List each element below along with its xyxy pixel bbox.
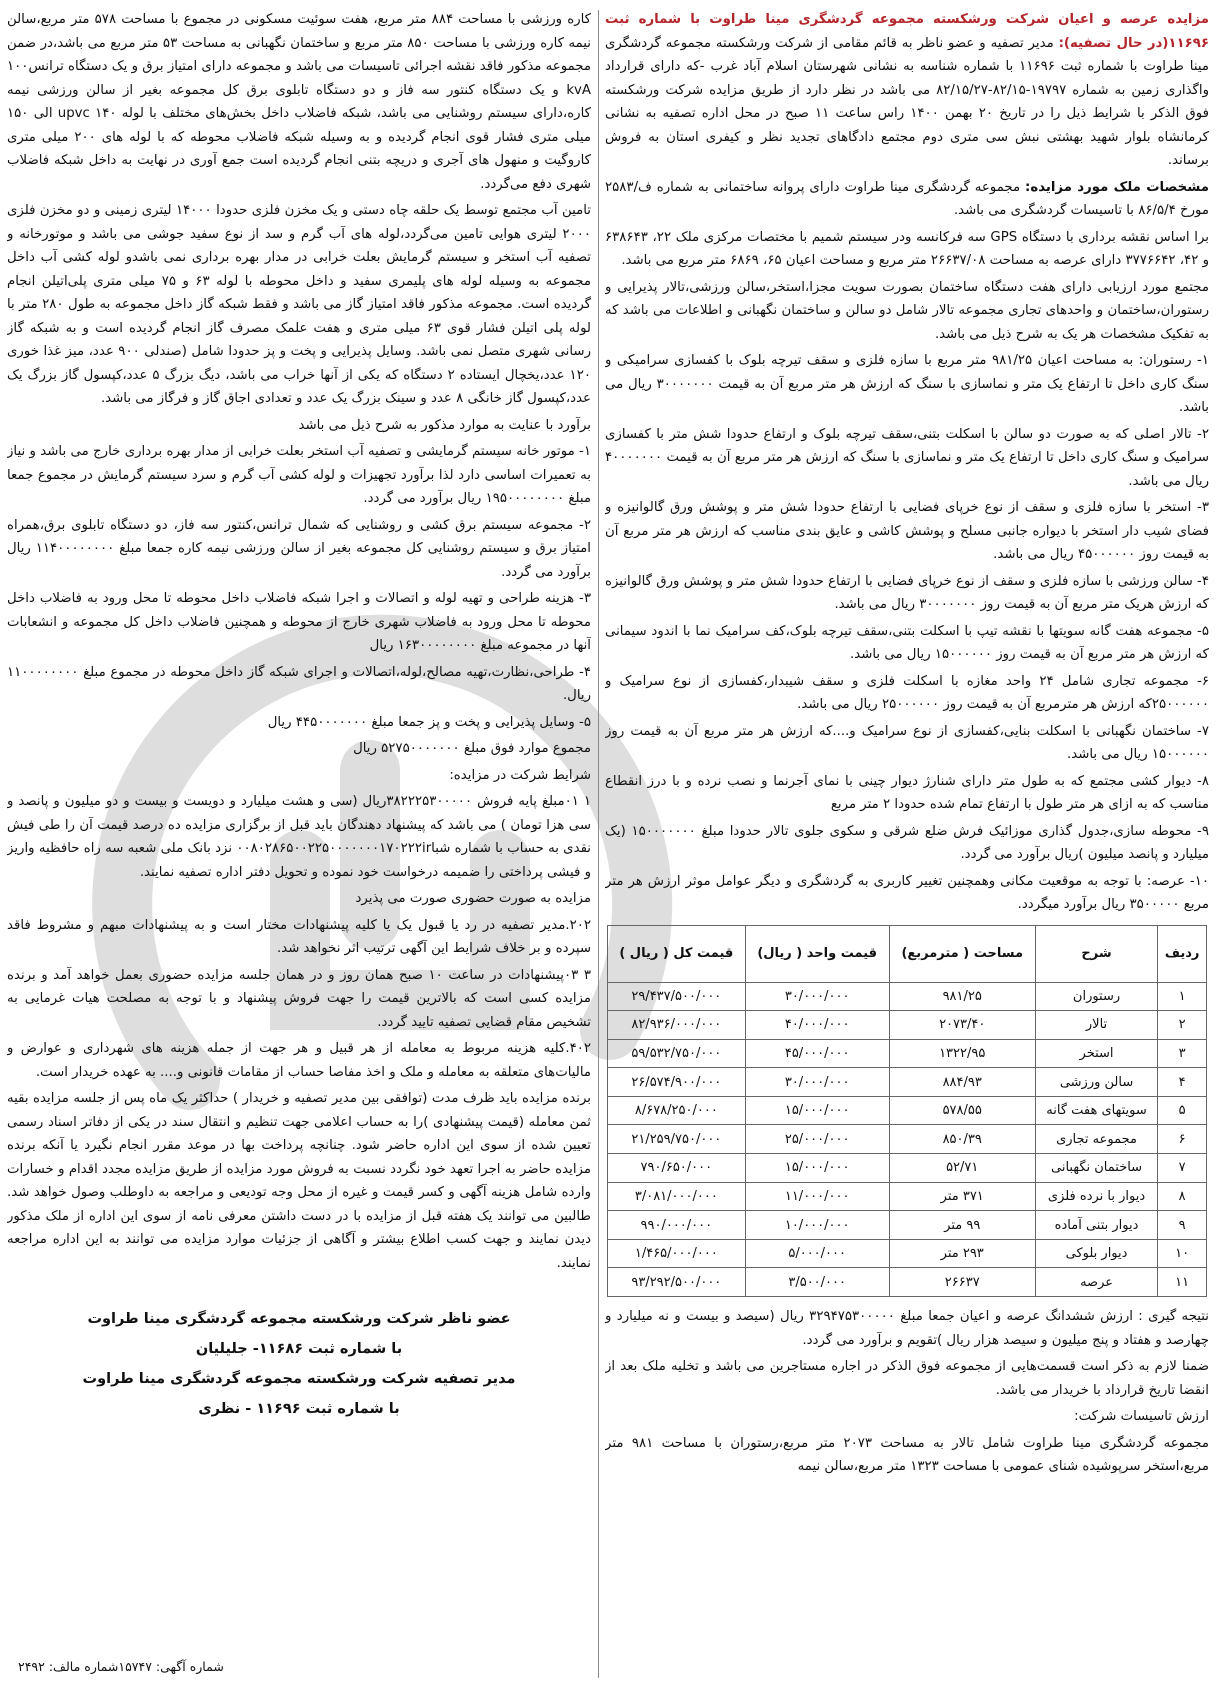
column-divider [598,10,599,1678]
item-paragraph: ۷- ساختمان نگهبانی با اسکلت بنایی،کفسازی از نوع سرامیک و....که ارزش هر متر مربع آن به قیمت روز ۱۵۰۰۰۰۰۰ ریال می باشد. [605,723,1209,762]
condition-item: ۴۰۲.کلیه هزینه مربوط به معامله از هر قبیل و هر جهت از جمله هزینه های شهرداری و عوارض و مالیات‌های متعلقه به معامله و ملک و اخذ مفاصا حساب از مقامات قانونی و.... به عهده خریدار است. [7,1041,591,1080]
estimate-item: ۱- موتور خانه سیستم گرمایشی و تصفیه آب استخر بعلت خرابی از مدار بهره برداری خارج می باشد و نیاز به تعمیرات اساسی دارد لذا برآورد تجهیزات و لوله کشی آب گرم و سرد سیستم گرمایش در مجموع جمعا مبلغ ۱۹۵۰۰۰۰۰۰۰۰ ریال برآورد می گردد. [7,444,591,506]
notice-title: مزایده عرصه و اعیان شرکت ورشکسته مجموعه گردشگری مینا طراوت با شماره ثبت ۱۱۶۹۶(در حال تصفیه): [605,12,1209,51]
intro-paragraph: مزایده عرصه و اعیان شرکت ورشکسته مجموعه گردشگری مینا طراوت با شماره ثبت ۱۱۶۹۶(در حال تصفیه): مدیر تصفیه و عضو ناظر به قائم مقامی از شرکت ورشکسته مجموعه گردشگری مینا طراوت با شماره ثبت ۱۱۶۹۶ با شماره شناسه به نشانی شهرستان اسلام آباد غرب -که دارای قرارداد واگذاری زمین به شماره ۱۹۷۹۷-۸۲/۱۵-۸۲/۱۵/۲۷ می باشد در نظر دارد از طریق مزایده شرکت ورشکسته فوق الذکر با شرایط ذیل را در تاریخ ۲۰ بهمن ۱۴۰۰ راس ساعت ۱۱ صبح در محل اداره تصفیه به نشانی کرمانشاه بلوار شهید بهشتی نبش سی متری دوم مجتمع دادگاهای تجدید نظر و کیفری استان به فروش برساند. [605,12,1209,168]
table-row: ۲ تالار ۲۰۷۳/۴۰ ۴۰/۰۰۰/۰۰۰ ۸۲/۹۳۶/۰۰۰/۰۰۰ [608,1011,1207,1040]
signature-line: با شماره ثبت ۱۱۶۹۶ - نظری [198,1401,400,1417]
conditions-heading: شرایط شرکت در مزایده: [449,767,591,783]
condition-item: برنده مزایده باید ظرف مدت (توافقی بین مدیر تصفیه و خریدار ) حداکثر یک ماه پس از جلسه مزایده بقیه ثمن معامله (قیمت پیشنهادی )را به حساب اعلامی جهت تنظیم و انتقال سند در یکی از دفاتر اسناد رسمی تعیین شده از سوی این اداره حاضر شود. چنانچه پرداخت بها در موعد مقرر انجام نگیرد یا آنکه برنده مزایده حاضر به اجرا تعهد خود نگردد نسبت به فروش مورد مزایده از طریق مزایده مجدد اقدام و خسارات وارده شامل هزینه آگهی و کسر قیمت و غیره از محل وجه تودیعی و مراجعه به داوطلب وصول خواهد شد. طالبین می توانند یک هفته قبل از مزایده با در دست داشتن معرفی نامه از سوی این اداره از ملک مذکور دیدن نمایند و جهت کسب اطلاع بیشتر و آگاهی از جزئیات موارد مزایده می توانند به این اداره مراجعه نمایند. [7,1091,591,1271]
condition-item: ۳ ۰۳پیشنهادات در ساعت ۱۰ صبح همان روز و در همان جلسه مزایده حضوری بعمل خواهد آمد و برنده مزایده کسی است که بالاترین قیمت را جهت فروش پیشنهاد و با توجه به مصلحت هیات غرمایی به تشخیص مقام قضایی تصفیه تایید گردد. [7,967,591,1030]
table-row: ۷ ساختمان نگهبانی ۵۲/۷۱ ۱۵/۰۰۰/۰۰۰ ۷۹۰/۶۵۰/۰۰۰ [608,1154,1207,1183]
water-gas-paragraph: تامین آب مجتمع توسط یک حلقه چاه دستی و یک مخزن فلزی حدودا ۱۴۰۰۰ لیتری زمینی و دو مخزن فلزی ۲۰۰۰ لیتری هوایی تامین می‌گردد،لوله های آب گرم و سد از نوع سفید جوشی می باشد و موتورخانه و تصفیه آب استخر و سیستم گرمایش بعلت خرابی در مدار بهره برداری نمی باشدو لوله کشی آب داخل مجموعه به وسیله لوله های پلیمری سفید و داخل محوطه با لوله ۶۳ و ۷۵ میلی متری پلی‌اتیلن انجام گردیده است. مجموعه مذکور فاقد امتیاز گاز می باشد و فقط شبکه گاز داخل مجموعه به طول ۲۸۰ متر با لوله پلی اتیلن فشار قوی ۶۳ میلی متری و هفت علمک مصرف گاز انجام گردیده است و به شبکه گاز رسانی شهری متصل نمی باشد. وسایل پذیرایی و پخت و پز حدودا شامل (صندلی ۹۰۰ عدد، میز غذا خوری ۱۲۰ عدد،یخچال ایستاده ۲ دستگاه که یکی از آنها خراب می باشد، دیگ بزرگ ۵ عدد،کپسول گاز بزرگ یک عدد،کپسول گاز خانگی ۸ عدد و سینک بزرگ یک عدد و تعدادی اجاق گاز و فرگاز می باشد. [7,203,591,406]
estimate-total: مجموع موارد فوق مبلغ ۵۲۷۵۰۰۰۰۰۰۰ ریال [353,741,591,756]
facilities-label: ارزش تاسیسات شرکت: [1074,1409,1209,1425]
table-row: ۴ سالن ورزشی ۸۸۴/۹۳ ۳۰/۰۰۰/۰۰۰ ۲۶/۵۷۴/۹۰۰/۰۰۰ [608,1068,1207,1097]
condition-item: ۱ ۰۱مبلغ پایه فروش ۳۸۲۲۲۵۳۰۰۰۰۰ریال (سی و هشت میلیارد و دویست و بیست و دو میلیون و پانصد و سی هزا تومان ) می باشد که پیشنهاد دهندگان باید قبل از برگزاری مزایده ده درصد قیمت آن را طی فیش نقدی به حساب با شماره شبا۰۰۸۰۲۸۶۵۰۰۲۲۵۰۰۰۰۰۰۰۱۷۰۲۲۲ir نزد بانک ملی شعبه سه راه حافظیه واریز و فیشی پرداختی را ضمیمه درخواست خود نموده و تحویل دفتر اداره تصفیه نمایند. [7,794,591,880]
item-paragraph: ۳- استخر با سازه فلزی و سقف از نوع خرپای فضایی با ارتفاع حدودا شش متر و پوشش ورق گالوانیزه و فضای شیب دار استخر با دیواره جانبی مسلح و پوشش کاشی و عایق بندی مناسب که ارزش هر متر مربع آن به قیمت روز ۴۵۰۰۰۰۰۰ ریال می باشد. [605,500,1209,562]
estimate-intro: برآورد با عنایت به موارد مذکور به شرح ذیل می باشد [298,417,591,433]
item-paragraph: ۲- تالار اصلی که به صورت دو سالن با اسکلت بتنی،سقف تیرچه بلوک و ارتفاع حدودا شش متر با کفسازی سرامیک و سنگ کاری داخل تا ارتفاع یک متر و نماسازی با سنگ که ارزش هر متر مربع آن به قیمت ۴۰۰۰۰۰۰۰ ریال می باشد. [605,426,1209,489]
header-description: شرح [1035,925,1158,982]
item-paragraph: ۱۰- عرصه: با توجه به موقعیت مکانی وهمچنین تغییر کاربری به گردشگری و دیگر عوامل موثر ارزش هر متر مربع ۳۵۰۰۰۰۰ ریال برآورد میگردد. [605,873,1209,912]
table-row: ۱۰ دیوار بلوکی ۲۹۳ متر ۵/۰۰۰/۰۰۰ ۱/۴۶۵/۰۰۰/۰۰۰ [608,1239,1207,1268]
estimate-item: ۳- هزینه طراحی و تهیه لوله و اتصالات و اجرا شبکه فاضلاب داخل محوطه تا محل ورود به فاضلاب داخل محوطه تا محل ورود به فاضلاب شهری خارج از محوطه و همچنین فاضلاب داخل کل مجموعه و انشعابات آنها در مجموعه مبلغ ۱۶۳۰۰۰۰۰۰۰۰ ریال [7,591,591,653]
estimate-item: ۴- طراحی،نظارت،تهیه مصالح،لوله،اتصالات و اجرای شبکه گاز داخل محوطه در مجموع مبلغ ۱۱۰۰۰۰۰۰۰۰ ریال. [7,664,591,703]
table-header-row [608,925,1207,982]
signature-line: مدیر تصفیه شرکت ورشکسته مجموعه گردشگری مینا طراوت [82,1371,516,1387]
table-row: ۸ دیوار با نرده فلزی ۳۷۱ متر ۱۱/۰۰۰/۰۰۰ ۳/۰۸۱/۰۰۰/۰۰۰ [608,1182,1207,1211]
right-column [605,8,1209,1680]
item-paragraph: ۸- دیوار کشی مجتمع که به طول متر دارای شنارژ دیوار چینی با نمای آجرنما و نصب نرده و با درز انقطاع مناسب که به ازای هر متر طول با ارتفاع تمام شده حدودا ۲ متر مربع [605,773,1209,812]
valuation-table [607,925,1207,1298]
condition-item: مزایده به صورت حضوری صورت می پذیرد [355,891,591,906]
conclusion-paragraph: نتیجه گیری : ارزش ششدانگ عرصه و اعیان جمعا مبلغ ۳۲۹۴۷۵۳۰۰۰۰۰ ریال (سیصد و بیست و نه میلیارد و چهارصد و هفتاد و پنج میلیون و سیصد هزار ریال )تقویم و برآورد می گردد. [605,1309,1209,1348]
table-row: ۵ سویتهای هفت گانه ۵۷۸/۵۵ ۱۵/۰۰۰/۰۰۰ ۸/۶۷۸/۲۵۰/۰۰۰ [608,1096,1207,1125]
specs-label: مشخصات ملک مورد مزایده: [1025,179,1209,195]
signature-line: با شماره ثبت ۱۱۶۸۶- جلیلیان [195,1341,403,1357]
estimate-item: ۵- وسایل پذیرایی و پخت و پز جمعا مبلغ ۴۴۵۰۰۰۰۰۰۰ ریال [267,714,591,730]
left-column [7,8,591,1680]
header-total-price: قیمت کل ( ریال ) [608,925,746,982]
header-area: مساحت ( مترمربع) [889,925,1035,982]
item-paragraph: ۵- مجموعه هفت گانه سویتها با نقشه تیپ با اسکلت بتنی،سقف تیرچه بلوک،کف سرامیک نما با اندود سیمانی که ارزش هر متر مربع آن به قیمت روز ۱۵۰۰۰۰۰۰ ریال می باشد. [605,623,1209,662]
item-paragraph: ۹- محوطه سازی،جدول گذاری موزائیک فرش ضلع شرقی و سکوی جلوی تالار حدودا مبلغ ۱۵۰۰۰۰۰۰۰ (یک میلیارد و پانصد میلیون )ریال برآورد می گردد. [605,823,1209,862]
table-row: ۹ دیوار بتنی آماده ۹۹ متر ۱۰/۰۰۰/۰۰۰ ۹۹۰/۰۰۰/۰۰۰ [608,1211,1207,1240]
specs-paragraph: مشخصات ملک مورد مزایده: مجموعه گردشگری مینا طراوت دارای پروانه ساختمانی به شماره ف/۲۵۸۳ مورخ ۸۶/۵/۴ با تاسیسات گردشگری می باشد. [605,179,1209,218]
notice-number-footer: شماره آگهی: ۱۵۷۴۷شماره مالف: ۲۴۹۲ [18,1659,224,1674]
item-paragraph: ۴- سالن ورزشی با سازه فلزی و سقف از نوع خرپای فضایی با ارتفاع حدودا شش متر و پوشش ورق گالوانیزه که ارزش هریک متر مربع آن به قیمت روز ۳۰۰۰۰۰۰۰ ریال می باشد. [605,573,1209,612]
complex-paragraph: مجتمع مورد ارزیابی دارای هفت دستگاه ساختمان بصورت سویت مجزا،استخر،سالن ورزشی،تالار پذیرایی و رستوران،ساختمان و واحدهای تجاری مجموعه تالار شامل دو سالن و ساختمان نگهبانی و اطلاعات می باشد که به تفکیک مشخصات هر یک به شرح ذیل می باشد. [605,279,1209,342]
signature-line: عضو ناظر شرکت ورشکسته مجموعه گردشگری مینا طراوت [87,1311,511,1327]
condition-item: ۲۰۲.مدیر تصفیه در رد یا قبول یک یا کلیه پیشنهادات مختار است و به پیشنهادات مبهم و مشروط فاقد سپرده و بر خلاف شرایط این آگهی ترتیب اثر نخواهد شد. [7,917,591,956]
header-row-number: ردیف [1158,925,1207,982]
header-unit-price: قیمت واحد ( ریال) [745,925,889,982]
facilities-continued-paragraph: کاره ورزشی با مساحت ۸۸۴ متر مربع، هفت سوئیت مسکونی در مجموع با مساحت ۵۷۸ متر مربع،سالن نیمه کاره ورزشی با مساحت ۸۵۰ متر مربع و ساختمان نگهبانی به مساحت ۵۳ متر مربع می باشد،در ضمن مجموعه مذکور فاقد نقشه اجرائی تاسیسات می باشد و مجموعه دارای امتیاز برق و یک دستگاه ترانس۱۰۰ kvA و یک دستگاه کنتور سه فاز و دو دستگاه تابلوی برق کل مجموعه بغیر از سالن ورزشی نیمه کاره،دارای سیستم روشنایی می باشد، شبکه فاضلاب داخل بخش‌های مختلف با لوله upvc ۱۴۰ الی ۱۵۰ میلی متری فشار قوی انجام گردیده و به وسیله شبکه فاضلاب محوطه که با لوله های ۲۰۰ میلی متری کاروگیت و منهول های آجری و دریچه بتنی انجام گردیده است جمع آوری در نهایت به داخل شبکه فاضلاب شهری دفع می‌گردد. [7,12,591,192]
facilities-paragraph: مجموعه گردشگری مینا طراوت شامل تالار به مساحت ۲۰۷۳ متر مربع،رستوران با مساحت ۹۸۱ متر مربع،استخر سرپوشیده شنای عمومی با مساحت ۱۳۲۳ متر مربع،سالن نیمه [605,1435,1209,1475]
item-paragraph: ۶- مجموعه تجاری شامل ۲۴ واحد مغازه با اسکلت فلزی و سقف شیبدار،کفسازی از نوع سرامیک و ۲۵۰۰۰۰۰۰که ارزش هر مترمربع آن به قیمت روز ۲۵۰۰۰۰۰۰ ریال می باشد. [605,673,1209,712]
item-paragraph: ۱- رستوران: به مساحت اعیان ۹۸۱/۲۵ متر مربع با سازه فلزی و سقف تیرچه بلوک با کفسازی سرامیکی و سنگ کاری داخل تا ارتفاع یک متر و نماسازی با سنگ که ارزش هر متر مربع آن به قیمت ۳۰۰۰۰۰۰۰ ریال می باشد. [605,353,1209,415]
table-row: ۱۱ عرصه ۲۶۶۳۷ ۳/۵۰۰/۰۰۰ ۹۳/۲۹۲/۵۰۰/۰۰۰ [608,1268,1207,1297]
gps-paragraph: برا اساس نقشه برداری با دستگاه GPS سه فرکانسه ودر سیستم شمیم با مختصات مرکزی ملک ۲۲، ۶۳۸۶۴۳ و ۴۲، ۳۷۷۶۶۴۲ دارای عرصه به مساحت ۲۶۶۳۷/۰۸ متر مربع و مساحت اعیان ۶۵، ۶۸۶۹ متر مربع می باشد. [605,229,1209,268]
table-row: ۶ مجموعه تجاری ۸۵۰/۳۹ ۲۵/۰۰۰/۰۰۰ ۲۱/۲۵۹/۷۵۰/۰۰۰ [608,1125,1207,1154]
estimate-item: ۲- مجموعه سیستم برق کشی و روشنایی که شمال ترانس،کنتور سه فاز، دو دستگاه تابلوی برق،همراه امتیاز برق و سیستم روشنایی کل مجموعه بغیر از سالن ورزشی نیمه کاره جمعا مبلغ ۱۱۴۰۰۰۰۰۰۰۰ ریال برآورد می گردد. [7,517,591,580]
tenant-note-paragraph: ضمنا لازم به ذکر است قسمت‌هایی از مجموعه فوق الذکر در اجاره مستاجرین می باشد و تخلیه ملک بعد از انقضا تاریخ قرارداد با خریدار می باشد. [605,1359,1209,1398]
table-row: ۱ رستوران ۹۸۱/۲۵ ۳۰/۰۰۰/۰۰۰ ۲۹/۴۳۷/۵۰۰/۰۰۰ [608,982,1207,1011]
table-row: ۳ استخر ۱۳۲۲/۹۵ ۴۵/۰۰۰/۰۰۰ ۵۹/۵۳۲/۷۵۰/۰۰۰ [608,1039,1207,1068]
